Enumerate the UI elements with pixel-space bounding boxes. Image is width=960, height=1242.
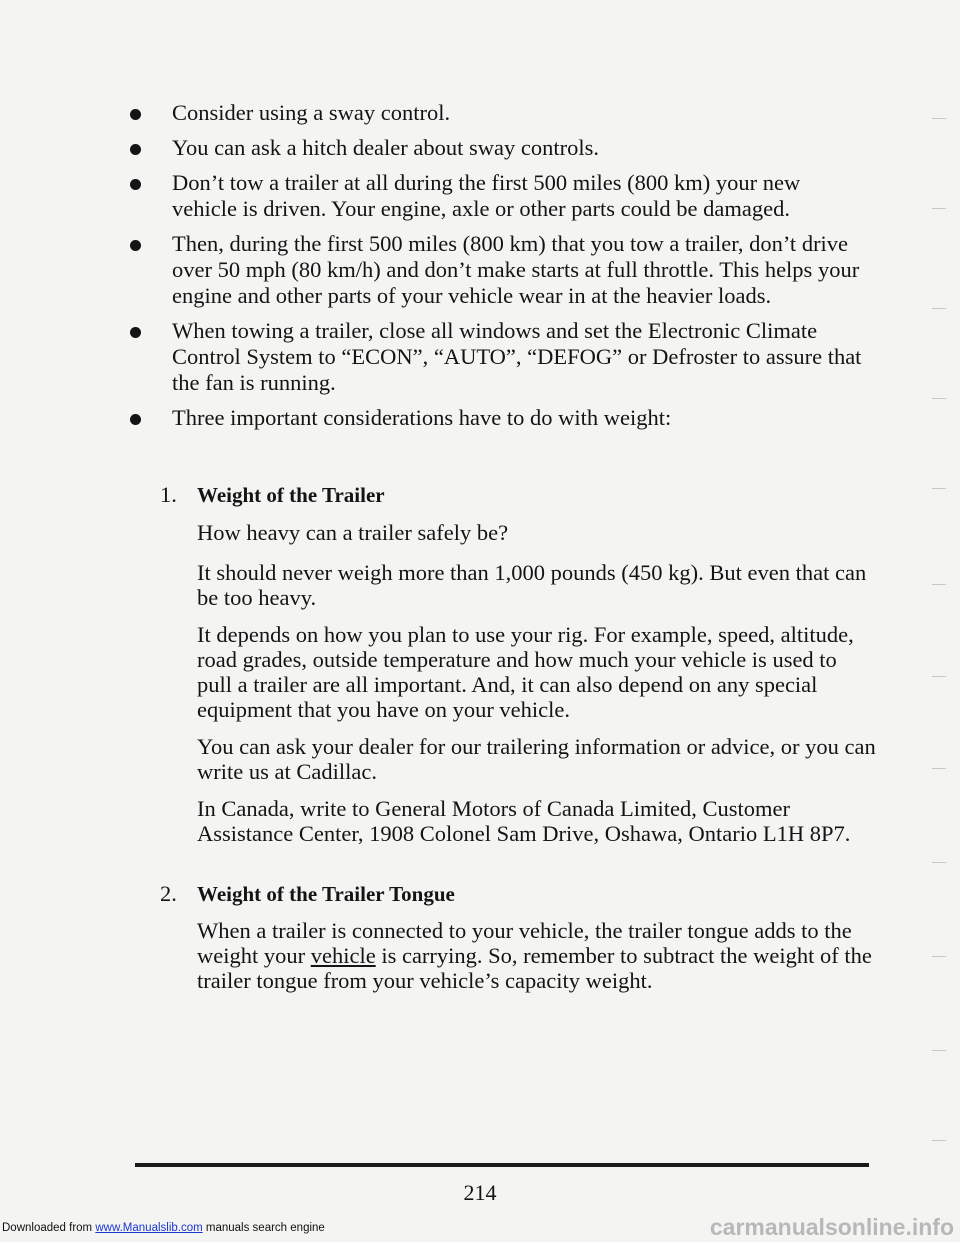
bullet-dot-icon	[130, 414, 141, 425]
item-heading: Weight of the Trailer Tongue	[197, 882, 455, 906]
watermark-text: carmanualsonline.info	[709, 1214, 954, 1240]
bullet-text: Then, during the first 500 miles (800 km) that you tow a trailer, don’t drive over 50 mph (80 km/h) and don’t make starts at full throttle. This helps your engine and other parts of your vehicle wear in at the heavier loads.	[172, 231, 860, 308]
page-number: 214	[463, 1180, 497, 1205]
footer-rule	[135, 1163, 869, 1167]
paragraph-text: is carrying. So, remember to subtract the weight of the trailer tongue from your vehicle’s capacity weight.	[197, 943, 872, 993]
underlined-word: vehicle	[310, 943, 376, 968]
bullet-text: You can ask a hitch dealer about sway controls.	[172, 135, 599, 160]
paragraph: You can ask your dealer for our trailering information or advice, or you can write us at Cadillac.	[197, 734, 876, 784]
paragraph: In Canada, write to General Motors of Canada Limited, Customer Assistance Center, 1908 Colonel Sam Drive, Oshawa, Ontario L1H 8P7.	[197, 796, 851, 846]
bullet-item	[130, 318, 870, 396]
paragraph: How heavy can a trailer safely be?	[197, 520, 509, 545]
manualslib-link[interactable]: www.Manualslib.com	[95, 1222, 203, 1234]
paragraph	[197, 918, 877, 993]
paragraph: It depends on how you plan to use your rig. For example, speed, altitude, road grades, outside temperature and how much your vehicle is used to pull a trailer are all important. And, it can also depend on any special equipment that you have on your vehicle.	[197, 622, 854, 722]
bullet-text: Consider using a sway control.	[172, 100, 451, 125]
item-number: 1.	[160, 482, 177, 507]
bullet-item	[130, 231, 870, 309]
bullet-list	[130, 100, 870, 440]
bullet-text: Three important considerations have to do with weight:	[172, 405, 672, 430]
bullet-dot-icon	[130, 144, 141, 155]
bullet-text: Don’t tow a trailer at all during the first 500 miles (800 km) your new vehicle is driven. Your engine, axle or other parts could be damaged.	[172, 170, 801, 221]
item-number: 2.	[160, 881, 177, 906]
bullet-dot-icon	[130, 240, 141, 251]
bullet-dot-icon	[130, 179, 141, 190]
bullet-item	[130, 170, 870, 222]
item-heading: Weight of the Trailer	[197, 483, 385, 507]
bullet-dot-icon	[130, 327, 141, 338]
bullet-dot-icon	[130, 109, 141, 120]
download-footer	[2, 1222, 325, 1234]
bullet-item	[130, 135, 870, 161]
margin-ticks	[928, 0, 960, 1242]
footer-suffix: manuals search engine	[202, 1222, 325, 1234]
bullet-item	[130, 405, 870, 431]
bullet-text: When towing a trailer, close all windows and set the Electronic Climate Control System to “ECON”, “AUTO”, “DEFOG” or Defroster to assure that the fan is running.	[172, 318, 862, 395]
paragraph-text: When a trailer is connected to your vehicle, the trailer tongue adds to the weight your	[197, 918, 852, 968]
bullet-item	[130, 100, 870, 126]
footer-prefix: Downloaded from	[2, 1222, 96, 1234]
paragraph: It should never weigh more than 1,000 pounds (450 kg). But even that can be too heavy.	[197, 560, 867, 610]
